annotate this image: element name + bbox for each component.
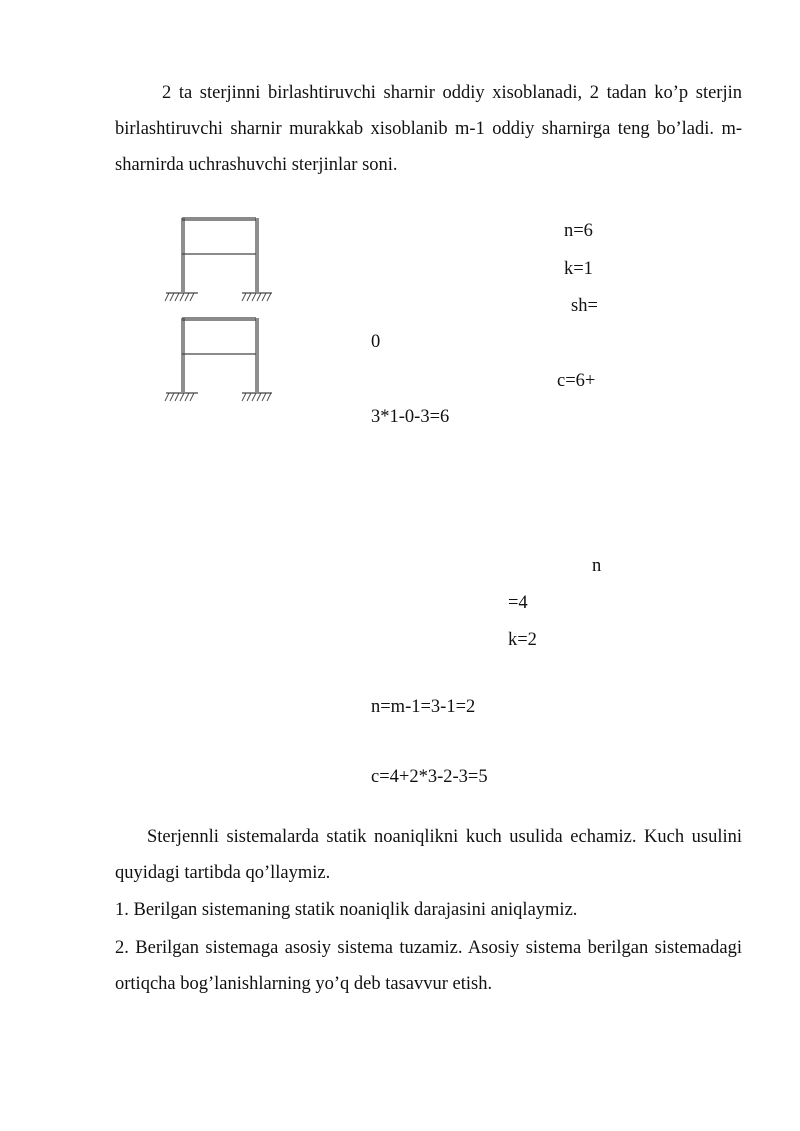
example1-c-value: 3*1-0-3=6 [371, 407, 450, 427]
frame-diagram-top [160, 212, 290, 312]
example1-sh-label: sh= [571, 296, 598, 316]
method-paragraph: Sterjennli sistemalarda statik noaniqlikni kuch usulida echamiz. Kuch usulini quyidagi tartibda qo’llaymiz. [115, 827, 742, 883]
example1-n: n=6 [564, 221, 593, 241]
intro-paragraph: 2 ta sterjinni birlashtiruvchi sharnir oddiy xisoblanadi, 2 tadan ko’p sterjin birlashtiruvchi sharnir murakkab xisoblanib m-1 oddiy sharnirga teng bo’ladi. m-sharnirda uchrashuvchi sterjinlar soni. [115, 83, 742, 175]
example2-c-calc: c=4+2*3-2-3=5 [371, 767, 488, 787]
method-step-1: 1. Berilgan sistemaning statik noaniqlik darajasini aniqlaymiz. [115, 900, 578, 920]
example2-n-label: n [592, 556, 602, 576]
method-step-2: 2. Berilgan sistemaga asosiy sistema tuzamiz. Asosiy sistema berilgan sistemadagi ortiqcha bog’lanishlarning yo’q deb tasavvur etish. [115, 938, 742, 994]
frame-diagram-bottom [160, 312, 290, 412]
example1-k: k=1 [564, 259, 593, 279]
example1-sh-value: 0 [371, 332, 381, 352]
example2-n-value: =4 [508, 593, 528, 613]
example2-k: k=2 [508, 630, 537, 650]
example1-c-label: c=6+ [557, 371, 596, 391]
example2-n-calc: n=m-1=3-1=2 [371, 697, 476, 717]
